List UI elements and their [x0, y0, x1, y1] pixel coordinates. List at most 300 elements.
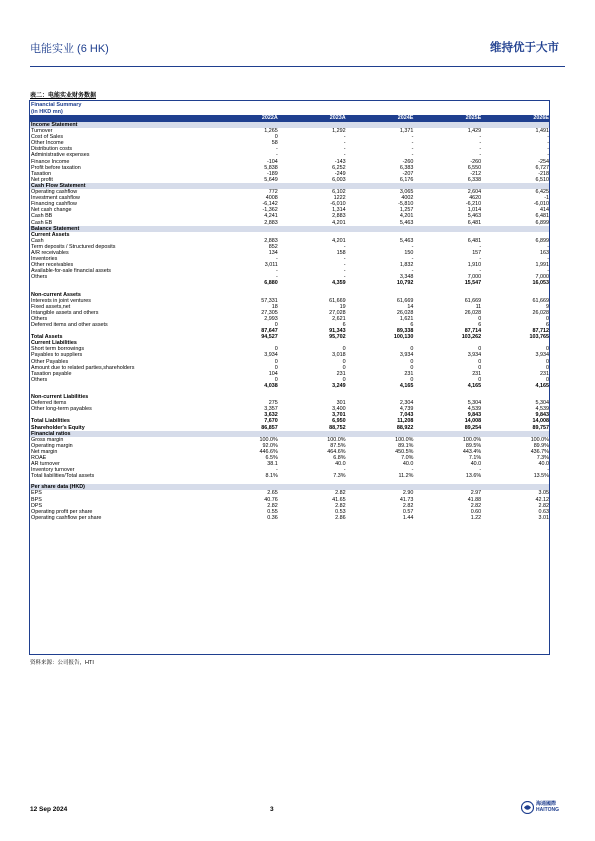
row-value: 3,934 [399, 352, 414, 359]
row-value: 1222 [333, 195, 346, 202]
row-value: 7,043 [399, 412, 414, 419]
row-label: Total Assets [31, 334, 63, 341]
row-value: 19 [339, 303, 346, 310]
row-value: 88,752 [329, 424, 346, 431]
row-value: 7.1% [468, 454, 482, 461]
row-value: 150 [404, 249, 414, 256]
row-value: 10,792 [396, 280, 414, 287]
row-value: -6,210 [465, 201, 482, 208]
row-label: Financing cashflow [31, 201, 77, 208]
row-value: 40.0 [335, 461, 346, 468]
row-label: Term deposits / Structured deposits [31, 243, 116, 250]
row-label: Other long-term payables [31, 406, 92, 413]
row-value: 3,065 [399, 189, 414, 196]
row-value: 0.55 [267, 508, 278, 515]
row-value: 2.90 [402, 490, 414, 497]
row-value: 6,510 [535, 176, 549, 183]
row-value: 94,527 [261, 334, 278, 341]
row-value: 41.73 [399, 496, 414, 503]
row-value: - [411, 243, 414, 250]
row-value: 6,899 [535, 219, 549, 226]
row-value: 6,481 [535, 213, 549, 220]
row-value: 4,241 [264, 213, 278, 220]
row-value: 0 [410, 358, 414, 365]
table-title-line1: Financial Summary [31, 102, 82, 108]
row-value: 100.0% [462, 436, 482, 443]
row-value: - [343, 256, 346, 263]
row-value: - [343, 134, 346, 141]
row-value: 38.1 [267, 461, 278, 468]
row-label: Administrative expenses [31, 152, 90, 159]
row-value: 0.36 [267, 514, 278, 521]
row-label: Gross margin [31, 436, 64, 443]
row-value: 1,292 [332, 128, 346, 135]
row-value: - [547, 140, 549, 147]
row-label: Available-for-sale financial assets [31, 268, 111, 275]
row-value: -1,362 [262, 207, 278, 214]
row-value: -143 [334, 158, 346, 165]
section-label: Cash Flow Statement [30, 183, 550, 189]
row-value: 1,265 [264, 128, 278, 135]
row-label: Operating cashflow [31, 189, 78, 196]
row-value: - [411, 467, 414, 474]
row-value: 100.0% [530, 436, 549, 443]
row-value: 1,314 [332, 207, 346, 214]
row-value: 0 [478, 364, 482, 371]
row-label: Total liabilities/Total assets [31, 473, 95, 480]
row-label: Inventories [31, 256, 58, 263]
row-value: 158 [336, 249, 346, 256]
row-value: - [276, 274, 278, 281]
row-value: 3,018 [332, 352, 346, 359]
row-label: Net cash change [31, 207, 72, 214]
row-label: Cost of Sales [31, 134, 64, 141]
table-title [30, 101, 549, 115]
row-value: 157 [472, 249, 482, 256]
row-label: ROAE [31, 454, 47, 461]
row-value: 4,038 [264, 382, 278, 389]
row-label: Investment cashflow [31, 195, 80, 202]
row-value: 5,463 [399, 237, 414, 244]
row-value: 0 [342, 364, 346, 371]
row-value: 7,670 [264, 418, 278, 425]
row-value: 1,257 [399, 207, 414, 214]
row-value: 446.6% [259, 448, 278, 455]
year-header: 2025E [415, 115, 483, 122]
row-label: Others [31, 274, 48, 281]
row-value: 7.0% [401, 454, 414, 461]
row-label: Short term borrowings [31, 346, 85, 353]
row-value: -6,010 [533, 201, 549, 208]
row-label: Operating cashflow per share [31, 514, 102, 521]
row-value: -104 [267, 158, 278, 165]
section-label: Financial ratios [30, 431, 550, 437]
row-value: 9,843 [535, 412, 549, 419]
row-value: - [479, 467, 482, 474]
row-value: 89,338 [396, 328, 414, 335]
row-label: Cash BB [31, 213, 53, 220]
row-value: 6.8% [333, 454, 346, 461]
row-value: 0 [342, 346, 346, 353]
row-value: 6,102 [332, 189, 346, 196]
row-value: - [343, 152, 346, 159]
row-value: 0 [410, 364, 414, 371]
row-value: 87,714 [464, 328, 482, 335]
row-value: - [343, 140, 346, 147]
row-value: 2.82 [335, 490, 346, 497]
row-value: - [411, 256, 414, 263]
row-value: 0 [545, 358, 549, 365]
section-label: Non-current Liabilities [31, 394, 89, 401]
row-value: 15,547 [464, 280, 482, 287]
row-value: 6,727 [535, 164, 549, 171]
row-value: 2,883 [264, 237, 278, 244]
row-value: 0 [478, 346, 482, 353]
row-value: 6 [410, 322, 414, 328]
row-value: -207 [402, 170, 414, 177]
logo-text [536, 802, 559, 813]
page-number: 3 [270, 806, 274, 813]
row-value: 6,880 [264, 280, 278, 287]
row-value: 2.82 [335, 502, 346, 509]
row-value: - [343, 268, 346, 275]
row-value: 6,338 [467, 176, 482, 183]
row-label: Shareholder's Equity [31, 424, 85, 431]
financial-table [30, 115, 550, 521]
row-value: -212 [470, 170, 482, 177]
row-value: 57,331 [261, 297, 278, 304]
year-header: 2026E [483, 115, 550, 122]
row-value: 4002 [401, 195, 414, 202]
row-value: - [479, 152, 482, 159]
row-label: Finance Income [31, 158, 70, 165]
row-label: A/R receivables [31, 249, 69, 256]
row-value: 4,201 [399, 213, 414, 220]
row-label: Operating margin [31, 442, 73, 449]
row-value: 6.5% [265, 454, 278, 461]
row-value: 163 [539, 249, 549, 256]
row-label: Total Liabilities [31, 418, 70, 425]
row-value: 0.60 [470, 508, 482, 515]
row-label: Inventory turnover [31, 467, 75, 474]
row-value: - [276, 152, 278, 159]
row-value: 0 [478, 358, 482, 365]
row-value: 14 [407, 303, 414, 310]
row-value: 3,701 [332, 412, 346, 419]
row-value: 42.12 [535, 496, 549, 503]
row-value: 13.6% [465, 473, 482, 480]
row-value: 6 [545, 322, 549, 328]
section-label: Per share data (HKD) [30, 484, 550, 490]
row-value: - [343, 467, 346, 474]
row-label: Deferred items and other assets [31, 322, 108, 328]
year-header: 2022A [212, 115, 280, 122]
section-label: Current Liabilities [31, 340, 77, 347]
row-value: 231 [404, 370, 414, 377]
row-value: 11.2% [398, 473, 414, 480]
row-value: 4008 [265, 195, 278, 202]
row-value: 86,857 [261, 424, 278, 431]
row-value: 3.05 [538, 490, 549, 497]
row-value: 5,838 [264, 164, 278, 171]
row-value: 6,003 [332, 176, 346, 183]
row-value: 0 [342, 358, 346, 365]
row-value: - [343, 262, 346, 269]
row-value: 301 [336, 400, 346, 407]
row-value: 1,991 [535, 262, 549, 269]
row-label: Other receivables [31, 262, 74, 269]
table-title-line2: (in HKD mn) [31, 108, 63, 115]
row-value: 87,712 [532, 328, 549, 335]
row-value: -249 [334, 170, 346, 177]
row-value: 89.1% [398, 442, 414, 449]
row-value: 1,910 [467, 262, 482, 269]
row-value: 1.44 [402, 514, 414, 521]
row-value: 0 [274, 364, 278, 371]
row-value: 40.0 [402, 461, 414, 468]
row-label: Net margin [31, 448, 58, 455]
row-value: 1,014 [467, 207, 482, 214]
row-value: 0 [545, 315, 549, 322]
row-value: - [411, 140, 414, 147]
row-value: -260 [402, 158, 414, 165]
row-value: - [343, 146, 346, 153]
row-label: Others [31, 376, 48, 383]
row-value: 40.0 [538, 461, 549, 468]
row-value: 772 [268, 189, 278, 196]
row-value: 6 [342, 322, 346, 328]
row-value: 3,934 [264, 352, 278, 359]
row-value: - [343, 274, 346, 281]
row-value: 0 [274, 358, 278, 365]
logo-en: HAITONG [536, 806, 559, 813]
row-value: 231 [539, 370, 549, 377]
row-value: 7,000 [467, 274, 482, 281]
row-value: 3.01 [538, 514, 549, 521]
table-body [30, 115, 550, 521]
row-value: 95,702 [329, 334, 346, 341]
row-value: 0 [545, 376, 549, 383]
row-value: 100.0% [395, 436, 414, 443]
row-value: 8.1% [265, 473, 278, 480]
row-value: 6,383 [399, 164, 414, 171]
row-value: 2.82 [538, 502, 549, 509]
row-value: -260 [470, 158, 482, 165]
footer-date: 12 Sep 2024 [30, 806, 68, 813]
row-value: - [411, 146, 414, 153]
row-label: Cash [31, 237, 44, 244]
data-source-note: 资料来源：公司报告，HTI [30, 660, 94, 666]
row-value: - [276, 146, 278, 153]
row-value: 4,165 [399, 382, 414, 389]
row-value: 26,028 [464, 309, 482, 316]
row-value: 5,304 [467, 400, 482, 407]
row-label: DPS [31, 502, 43, 509]
row-value: 231 [472, 370, 482, 377]
row-value: 3,400 [332, 406, 346, 413]
row-value: 104 [268, 370, 278, 377]
row-value: 0.57 [402, 508, 414, 515]
row-value: 7.3% [333, 473, 346, 480]
row-value: - [479, 256, 482, 263]
row-value: 464.6% [327, 448, 346, 455]
row-value: 2.82 [402, 502, 414, 509]
row-value: 5,304 [535, 400, 549, 407]
row-label: Distribution costs [31, 146, 73, 153]
row-value: 134 [268, 249, 278, 256]
row-value: 2.86 [335, 514, 346, 521]
row-value: - [479, 134, 482, 141]
row-label: Operating profit per share [31, 508, 93, 515]
row-value: -189 [267, 170, 278, 177]
row-value: 6,550 [467, 164, 482, 171]
rating-label: 维持优于大市 [490, 42, 559, 54]
row-value: 3,357 [264, 406, 278, 413]
row-value: 0 [274, 376, 278, 383]
row-label: Others [31, 315, 48, 322]
row-value: 6,176 [399, 176, 414, 183]
row-value: 0 [274, 322, 278, 328]
row-value: 14,008 [532, 418, 549, 425]
haitong-logo-icon [521, 801, 534, 814]
row-value: 0 [478, 376, 482, 383]
table-caption: 表二：电能实业财务数据 [30, 93, 97, 99]
year-header: 2023A [280, 115, 348, 122]
row-value: 6,950 [332, 418, 346, 425]
row-value: - [547, 243, 549, 250]
financial-summary-table [29, 100, 550, 655]
row-value: 2.82 [470, 502, 482, 509]
row-value: 3,011 [264, 262, 278, 269]
row-value: 450.5% [395, 448, 414, 455]
row-value: 61,669 [464, 297, 482, 304]
row-value: - [479, 146, 482, 153]
row-value: 852 [268, 243, 278, 250]
row-value: 0 [342, 376, 346, 383]
row-value: 100,130 [393, 334, 414, 341]
row-value: -6,142 [262, 201, 278, 208]
row-value: 41.88 [467, 496, 482, 503]
row-value: - [547, 152, 549, 159]
row-value: 41.65 [332, 496, 346, 503]
header-divider [30, 66, 565, 67]
row-value: 40.0 [470, 461, 482, 468]
row-value: -254 [538, 158, 549, 165]
row-value: 2,621 [332, 315, 346, 322]
row-value: - [411, 268, 414, 275]
row-label: Fixed assets,net [31, 303, 71, 310]
row-value: 0 [478, 315, 482, 322]
row-value: 2.65 [267, 490, 278, 497]
row-value: 1,621 [399, 315, 414, 322]
row-value: 26,028 [532, 309, 549, 316]
row-value: - [547, 268, 549, 275]
row-value: 103,262 [461, 334, 482, 341]
row-label: Other Payables [31, 358, 69, 365]
row-label: Turnover [31, 128, 53, 135]
row-value: 14,008 [464, 418, 482, 425]
section-label: Balance Statement [30, 226, 550, 232]
row-value: 5,463 [467, 213, 482, 220]
row-value: 0 [410, 376, 414, 383]
table-row [30, 515, 550, 521]
row-value: 1,491 [535, 128, 549, 135]
row-value: 4,165 [467, 382, 482, 389]
row-value: - [547, 256, 549, 263]
row-value: 89,757 [532, 424, 549, 431]
row-value: 89,254 [464, 424, 482, 431]
row-value: 91,343 [329, 328, 346, 335]
row-value: 9,843 [467, 412, 482, 419]
row-value: 6 [478, 322, 482, 328]
row-value: 6,252 [332, 164, 346, 171]
row-value: 2,604 [467, 189, 482, 196]
row-value: 7.3% [536, 454, 549, 461]
row-value: 2.82 [267, 502, 278, 509]
row-label: Other Income [31, 140, 64, 147]
row-value: 87.5% [330, 442, 346, 449]
year-header-row [30, 115, 550, 122]
row-value: 6,481 [467, 219, 482, 226]
row-value: 87,647 [261, 328, 278, 335]
row-value: 1,832 [399, 262, 414, 269]
row-value: 9 [545, 303, 549, 310]
row-value: 89.5% [465, 442, 482, 449]
row-value: - [547, 134, 549, 141]
row-value: 89.9% [533, 442, 549, 449]
row-value: - [479, 243, 482, 250]
row-value: 3,934 [535, 352, 549, 359]
row-value: 27,028 [329, 309, 346, 316]
row-value: 5,649 [264, 176, 278, 183]
row-label: Deferred items [31, 400, 67, 407]
row-value: 4,201 [332, 237, 346, 244]
row-value: - [343, 243, 346, 250]
row-value: 4620 [469, 195, 482, 202]
row-value: 2.97 [470, 490, 482, 497]
logo-cn: 海通國際 [536, 801, 557, 807]
row-value: 0 [410, 346, 414, 353]
row-value: 3,249 [332, 382, 346, 389]
year-header: 2024E [348, 115, 416, 122]
row-value: - [276, 268, 278, 275]
row-value: 3,632 [264, 412, 278, 419]
row-value: 2,993 [264, 315, 278, 322]
row-label: Taxation [31, 170, 52, 177]
row-value: 16,053 [532, 280, 549, 287]
row-value: 436.7% [530, 448, 549, 455]
row-value: 5,463 [399, 219, 414, 226]
row-value: 7,000 [535, 274, 549, 281]
row-value: 2,883 [264, 219, 278, 226]
row-value: - [276, 256, 278, 263]
row-value: 4,739 [399, 406, 414, 413]
row-value: 443.4% [462, 448, 482, 455]
row-value: - [547, 467, 549, 474]
row-value: 18 [271, 303, 278, 310]
row-value: 103,765 [529, 334, 549, 341]
section-label: Non-current Assets [31, 291, 81, 298]
row-label: Intangible assets and others [31, 309, 99, 316]
row-value: - [479, 140, 482, 147]
row-value: 0.53 [335, 508, 346, 515]
row-value: 6,899 [535, 237, 549, 244]
row-value: 61,669 [329, 297, 346, 304]
row-value: 3,348 [399, 274, 414, 281]
row-value: 0 [274, 134, 278, 141]
row-value: -6,010 [330, 201, 346, 208]
row-value: - [411, 152, 414, 159]
